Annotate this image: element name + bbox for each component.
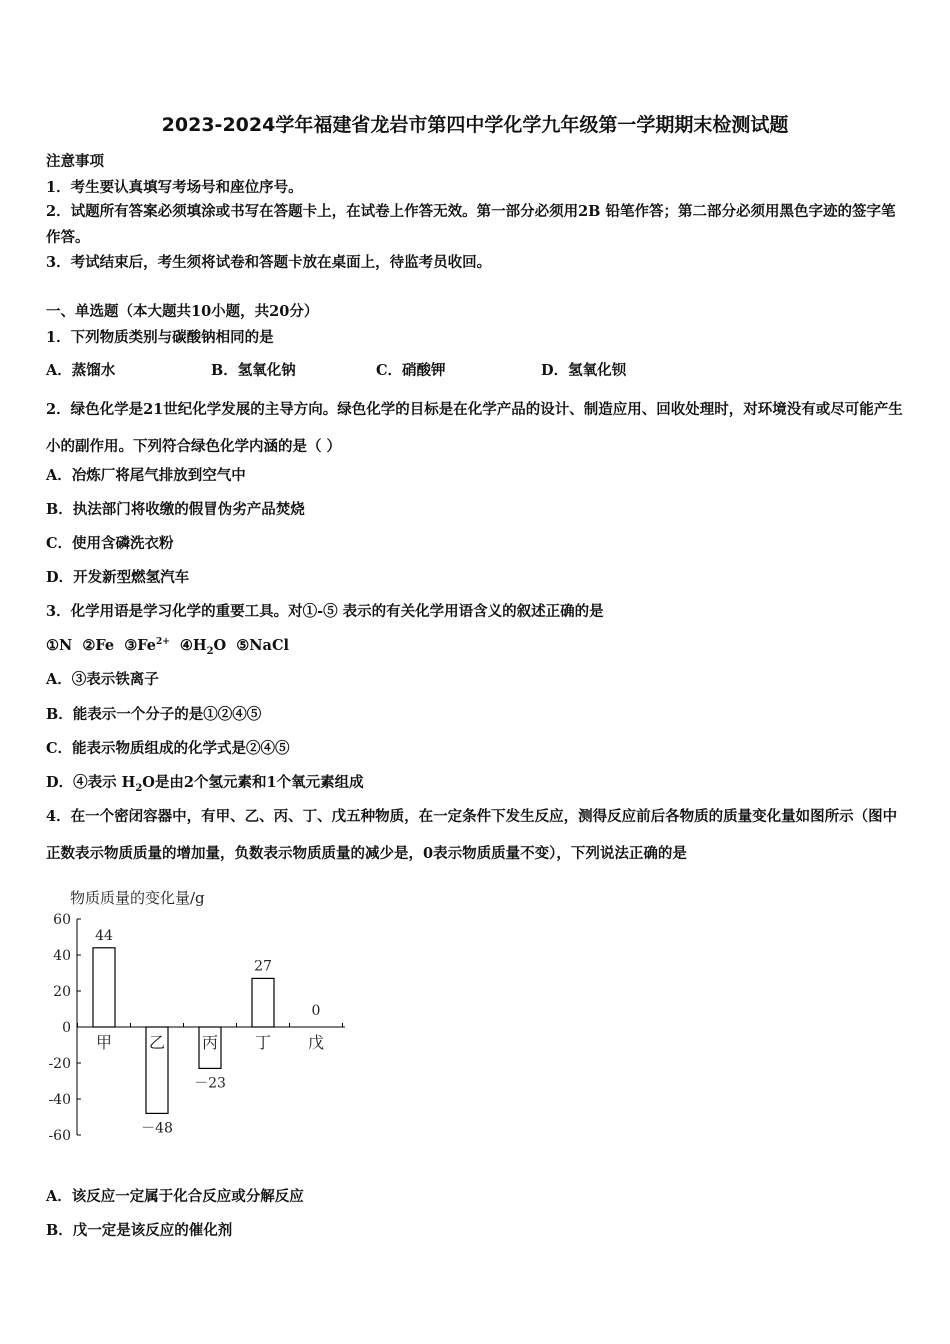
q1-option-a[interactable]: A．蒸馏水 xyxy=(46,362,116,379)
q1-option-c[interactable]: C．硝酸钾 xyxy=(376,362,446,379)
q3-stem: 3．化学用语是学习化学的重要工具。对①-⑤ 表示的有关化学用语含义的叙述正确的是 xyxy=(46,603,604,620)
q2-stem: 2．绿色化学是21世纪化学发展的主导方向。绿色化学的目标是在化学产品的设计、制造应用、回收处理时，对环境没有或尽可能产生小的副作用。下列符合绿色化学内涵的是（ ） xyxy=(46,401,903,455)
q3-option-a[interactable]: A．③表示铁离子 xyxy=(46,671,159,688)
q3-symbol-2: ②Fe xyxy=(82,637,115,654)
notice-heading: 注意事项 xyxy=(46,153,104,170)
q4-stem: 4．在一个密闭容器中，有甲、乙、丙、丁、戊五种物质，在一定条件下发生反应，测得反应前后各物质的质量变化量如图所示（图中正数表示物质质量的增加量，负数表示物质质量的减少是，0表示物质质量不变），下列说法正确的是 xyxy=(46,808,898,862)
q3-symbol-1: ①N xyxy=(46,637,73,654)
notice-item-2: 2．试题所有答案必须填涂或书写在答题卡上，在试卷上作答无效。第一部分必须用2B 铅笔作答；第二部分必须用黑色字迹的签字笔作答。 xyxy=(46,203,896,246)
q3-symbols xyxy=(46,636,289,656)
q2-option-b[interactable]: B．执法部门将收缴的假冒伪劣产品焚烧 xyxy=(46,501,305,518)
x-category-label: 丁 xyxy=(254,1033,272,1052)
q3-symbol-4: $④H_2O$ xyxy=(179,637,227,657)
y-tick-label: 60 xyxy=(53,912,71,928)
q2-option-c[interactable]: C．使用含磷洗衣粉 xyxy=(46,535,174,552)
q3-symbol-3: $③Fe^{2+}$ xyxy=(124,637,170,654)
mass-change-bar-chart xyxy=(40,884,360,1144)
q1-options xyxy=(46,361,706,381)
bar xyxy=(252,978,274,1027)
q3-option-b[interactable]: B．能表示一个分子的是①②④⑤ xyxy=(46,706,262,723)
y-tick-label: -60 xyxy=(48,1128,71,1144)
q4-option-a[interactable]: A．该反应一定属于化合反应或分解反应 xyxy=(46,1188,304,1205)
x-category-label: 戊 xyxy=(307,1033,325,1052)
q2-option-d[interactable]: D．开发新型燃氢汽车 xyxy=(46,569,190,586)
data-label: 44 xyxy=(95,927,113,944)
y-tick-label: 0 xyxy=(62,1020,71,1036)
bar xyxy=(93,948,115,1027)
x-category-label: 乙 xyxy=(148,1033,166,1052)
q3-option-d[interactable]: D．④表示 $H_2O$是由2个氢元素和1个氧元素组成 xyxy=(46,774,364,794)
q1-option-b[interactable]: B．氢氧化钠 xyxy=(211,362,296,379)
x-category-label: 甲 xyxy=(95,1033,113,1052)
x-category-label: 丙 xyxy=(201,1033,219,1052)
q4-option-b[interactable]: B．戊一定是该反应的催化剂 xyxy=(46,1222,233,1239)
page-title: 2023-2024学年福建省龙岩市第四中学化学九年级第一学期期末检测试题 xyxy=(161,114,789,136)
data-label: 27 xyxy=(254,958,272,975)
q3-option-c[interactable]: C．能表示物质组成的化学式是②④⑤ xyxy=(46,740,290,757)
y-tick-label: -20 xyxy=(48,1056,71,1072)
data-label: －23 xyxy=(194,1075,226,1092)
q1-option-d[interactable]: D．氢氧化钡 xyxy=(541,362,627,379)
data-label: 0 xyxy=(311,1003,321,1019)
data-label: －48 xyxy=(141,1120,173,1137)
q2-option-a[interactable]: A．冶炼厂将尾气排放到空气中 xyxy=(46,467,246,484)
q1-stem: 1．下列物质类别与碳酸钠相同的是 xyxy=(46,329,274,346)
notice-item-1: 1．考生要认真填写考场号和座位序号。 xyxy=(46,179,303,196)
notice-item-3: 3．考试结束后，考生须将试卷和答题卡放在桌面上，待监考员收回。 xyxy=(46,254,492,271)
section-heading: 一、单选题（本大题共10小题，共20分） xyxy=(46,303,319,320)
y-tick-label: -40 xyxy=(48,1092,71,1108)
y-tick-label: 40 xyxy=(53,948,71,964)
y-axis-label: 物质质量的变化量/g xyxy=(70,889,205,907)
y-tick-label: 20 xyxy=(53,984,71,1000)
q3-symbol-5: ⑤NaCl xyxy=(236,637,289,654)
